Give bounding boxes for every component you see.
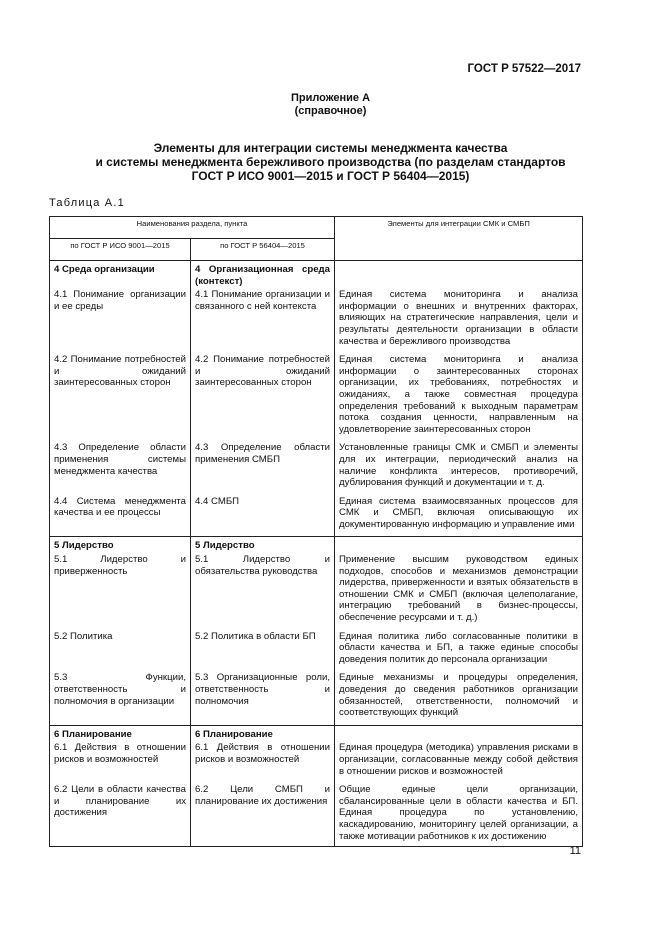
page-number: 11 xyxy=(569,845,581,857)
table-row xyxy=(50,630,583,672)
appendix-subtitle: (справочное) xyxy=(294,105,367,117)
section-title: 5 Лидерство xyxy=(191,537,335,553)
document-title xyxy=(0,141,661,183)
cell-elements: Единая система мониторинга и анализа информации о заинтересованных сторонах организации, их требованиях, потребностях и ожиданиях, а также совместная процедура определения требований к выходным параметрам потока создания ценности, направленным на удовлетворение заинтересованных сторон xyxy=(335,353,583,441)
table-row xyxy=(50,553,583,630)
cell-iso: 6.2 Цели в области качества и планирование их достижения xyxy=(50,783,191,846)
cell-gost: 4.3 Определение области применения СМБП xyxy=(191,441,335,494)
cell-iso: 4.4 Система менеджмента качества и ее процессы xyxy=(50,495,191,537)
cell-gost: 5.2 Политика в области БП xyxy=(191,630,335,672)
header-group: Наименования раздела, пункта xyxy=(50,217,335,239)
section-title: 5 Лидерство xyxy=(50,537,191,553)
cell-elements: Единая система взаимосвязанных процессов для СМК и СМБП, включая описывающую их документированную информацию и управление ими xyxy=(335,495,583,537)
standard-number: ГОСТ Р 57522—2017 xyxy=(467,63,581,75)
cell-elements xyxy=(335,261,583,289)
cell-elements: Единая процедура (методика) управления рисками в организации, согласованные между собой действия в отношении рисков и возможностей xyxy=(335,741,583,783)
cell-iso: 4.1 Понимание организации и ее среды xyxy=(50,288,191,353)
section-title: 6 Планирование xyxy=(50,725,191,741)
section-title: 4 Организационная среда (контекст) xyxy=(191,261,335,289)
table-row xyxy=(50,725,583,741)
cell-elements xyxy=(335,537,583,553)
cell-iso: 4.2 Понимание потребностей и ожиданий заинтересованных сторон xyxy=(50,353,191,441)
title-line: Элементы для интеграции системы менеджмента качества xyxy=(153,141,508,155)
cell-elements: Единая политика либо согласованные политики в области качества и БП, а также единые способы доведения политик до персонала организации xyxy=(335,630,583,672)
cell-gost: 5.1 Лидерство и обязательства руководства xyxy=(191,553,335,630)
table-row xyxy=(50,288,583,353)
cell-gost: 6.2 Цели СМБП и планирование их достижения xyxy=(191,783,335,846)
cell-elements: Общие единые цели организации, сбалансированные цели в области качества и БП. Единая процедура по установлению, каскадированию, мониторингу целей организации, а также мотивации работников к их достижению xyxy=(335,783,583,846)
cell-elements: Установленные границы СМК и СМБП и элементы для их интеграции, периодический анализ на наличие конфликта интересов, противоречий, дублирования функций и документации и т. д. xyxy=(335,441,583,494)
cell-gost: 5.3 Организационные роли, ответственность и полномочия xyxy=(191,671,335,725)
table-row xyxy=(50,783,583,846)
table-caption: Таблица А.1 xyxy=(49,197,125,209)
title-line: ГОСТ Р ИСО 9001—2015 и ГОСТ Р 56404—2015) xyxy=(191,169,470,183)
title-line: и системы менеджмента бережливого производства (по разделам стандартов xyxy=(95,155,566,169)
cell-gost: 4.4 СМБП xyxy=(191,495,335,537)
table-row xyxy=(50,353,583,441)
table-row xyxy=(50,537,583,553)
appendix-title: Приложение А xyxy=(290,92,371,104)
header-col1: по ГОСТ Р ИСО 9001—2015 xyxy=(50,239,191,261)
cell-iso: 4.3 Определение области применения системы менеджмента качества xyxy=(50,441,191,494)
table-row xyxy=(50,261,583,289)
section-title: 6 Планирование xyxy=(191,725,335,741)
section-title: 4 Среда организации xyxy=(50,261,191,289)
cell-gost: 4.2 Понимание потребностей и ожиданий заинтересованных сторон xyxy=(191,353,335,441)
cell-iso: 6.1 Действия в отношении рисков и возможностей xyxy=(50,741,191,783)
table-header-row xyxy=(50,217,583,239)
cell-iso: 5.2 Политика xyxy=(50,630,191,672)
cell-iso: 5.1 Лидерство и приверженность xyxy=(50,553,191,630)
cell-elements: Единая система мониторинга и анализа информации о внешних и внутренних факторах, влияющих на стратегические направления, цели и результаты деятельности организации в области качества и бережливого производства xyxy=(335,288,583,353)
cell-elements: Применение высшим руководством единых подходов, способов и механизмов демонстрации лидерства, приверженности и взятых обязательств в отношении СМК и СМБП (включая целеполагание, интеграцию требований в бизнес-процессы, обеспечение ресурсами и т. д.) xyxy=(335,553,583,630)
integration-table xyxy=(49,216,583,847)
table-row xyxy=(50,495,583,537)
cell-iso: 5.3 Функции, ответственность и полномочия в организации xyxy=(50,671,191,725)
header-col2: по ГОСТ Р 56404—2015 xyxy=(191,239,335,261)
cell-elements: Единые механизмы и процедуры определения, доведения до сведения работников организации обязанностей, ответственности, полномочий и соответствующих функций xyxy=(335,671,583,725)
cell-gost: 4.1 Понимание организации и связанного с ней контекста xyxy=(191,288,335,353)
header-col3: Элементы для интеграции СМК и СМБП xyxy=(335,217,583,261)
table-row xyxy=(50,671,583,725)
table-row xyxy=(50,741,583,783)
cell-elements xyxy=(335,725,583,741)
table-row xyxy=(50,441,583,494)
cell-gost: 6.1 Действия в отношении рисков и возможностей xyxy=(191,741,335,783)
appendix-heading xyxy=(0,92,661,118)
